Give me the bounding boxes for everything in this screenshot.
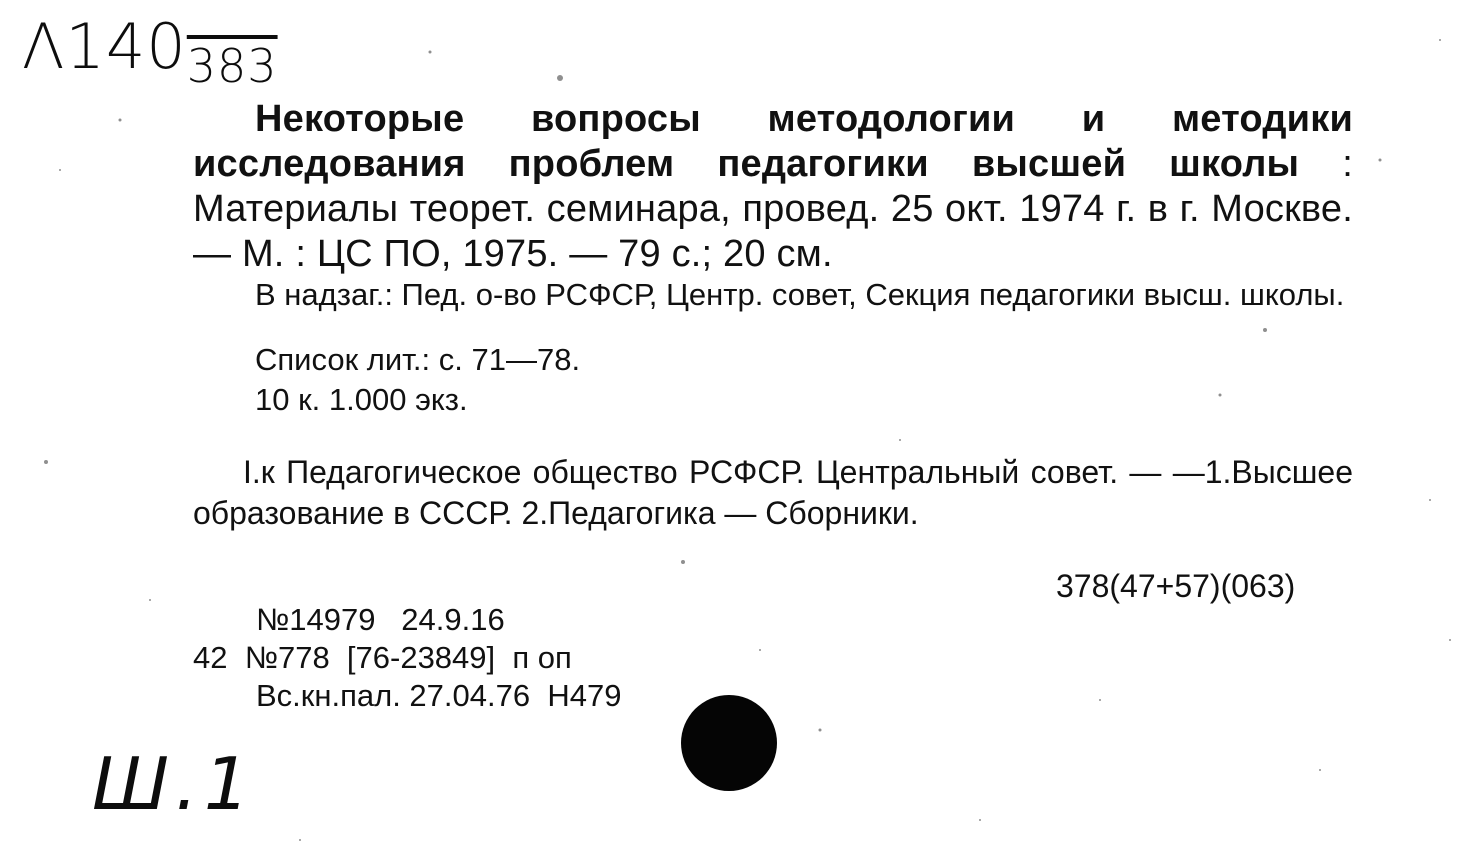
tracing: I.к Педагогическое общество РСФСР. Центральный совет. — —1.Высшее образование в СССР. 2.Педагогика — Сборники. bbox=[193, 454, 1353, 531]
note-price: 10 к. 1.000 экз. bbox=[255, 382, 468, 417]
note-bibliography: Список лит.: с. 71—78. bbox=[255, 342, 581, 377]
classification-code: 378(47+57)(063) bbox=[1056, 568, 1296, 604]
accession-line-2: 42 №778 [76-23849] п оп bbox=[193, 640, 572, 675]
accession-line-1: №14979 24.9.16 bbox=[256, 602, 505, 637]
title-bold: Некоторые вопросы методологии и методики исследования проблем педагогики высшей школы bbox=[193, 98, 1353, 185]
title-rest: : Материалы теорет. семинара, провед. 25 окт. 1974 г. в г. Москве. — М. : ЦС ПО, 1975. — 79 с.; 20 см. bbox=[193, 143, 1354, 275]
shelfmark-main: Λ140 bbox=[22, 10, 187, 83]
shelfmark-sub: 383 bbox=[186, 39, 278, 93]
note-header: В надзаг.: Пед. о-во РСФСР, Центр. совет, Секция педагогики высш. школы. bbox=[255, 277, 1345, 312]
accession-line-3: Вс.кн.пал. 27.04.76 Н479 bbox=[256, 678, 622, 713]
bottom-mark-handwritten: Ш.1 bbox=[92, 742, 256, 826]
